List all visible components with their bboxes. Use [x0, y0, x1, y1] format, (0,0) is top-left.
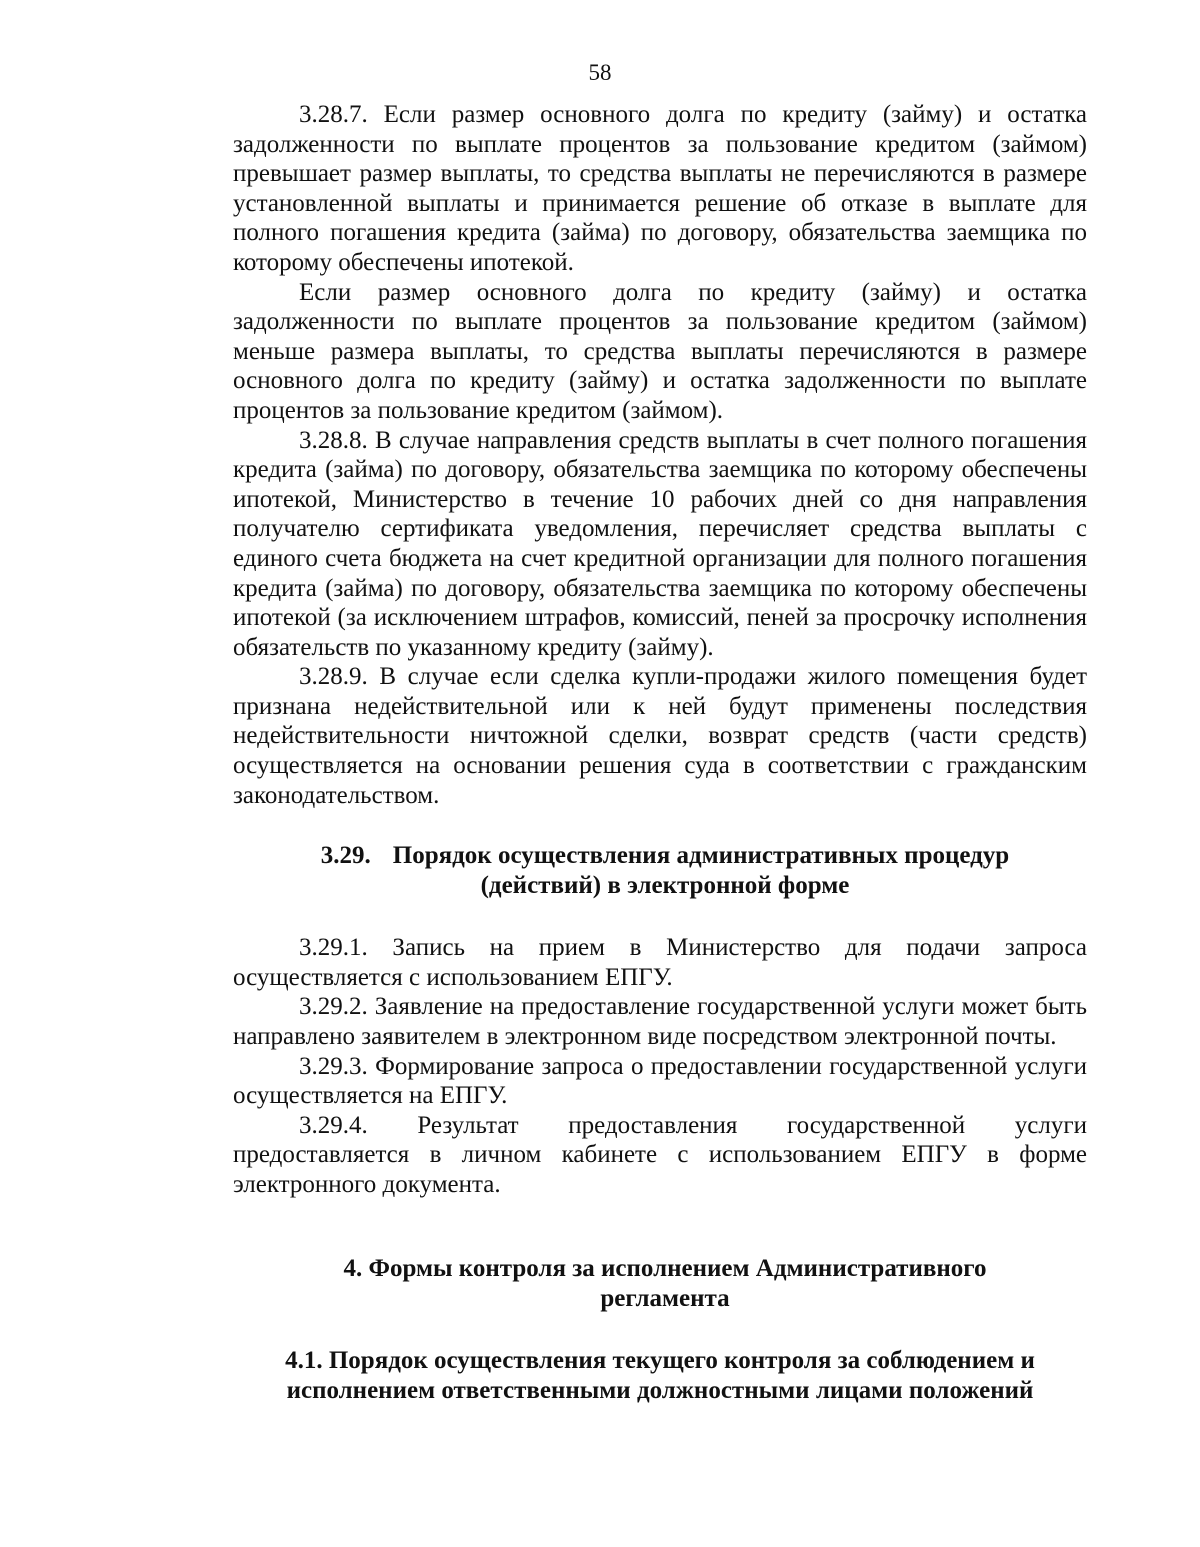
paragraph-3-29-1: 3.29.1. Запись на прием в Министерство для подачи запроса осуществляется с использованием ЕПГУ. — [233, 934, 1087, 991]
paragraph-3-28-9: 3.28.9. В случае если сделка купли-продажи жилого помещения будет признана недействительной или к ней будут применены последствия недействительности ничтожной сделки, возврат средств (части средств) осуществляется на основании решения суда в соответствии с гражданским законодательством. — [233, 663, 1087, 809]
paragraph-3-29-4: 3.29.4. Результат предоставления государственной услуги предоставляется в личном кабинете с использованием ЕПГУ в форме электронного документа. — [233, 1111, 1087, 1198]
section-title-4-1-line2: исполнением ответственными должностными лицами положений — [286, 1376, 1034, 1404]
paragraph-3-29-2: 3.29.2. Заявление на предоставление государственной услуги может быть направлено заявителем в электронном виде посредством электронной почты. — [233, 993, 1087, 1051]
document-body — [233, 100, 1087, 1406]
paragraph-3-28-8: 3.28.8. В случае направления средств выплаты в счет полного погашения кредита (займа) по договору, обязательства заемщика по которому обеспечены ипотекой, Министерство в течение 10 рабочих дней со дня направления получателю сертификата уведомления, перечисляет средства выплаты с единого счета бюджета на счет кредитной организации для полного погашения кредита (займа) по договору, обязательства заемщика по которому обеспечены ипотекой (за исключением штрафов, комиссий, пеней за просрочку исполнения обязательств по указанному кредиту (займу). — [233, 426, 1087, 661]
section-number-3-29: 3.29. — [320, 842, 371, 870]
paragraph-3-29-3: 3.29.3. Формирование запроса о предоставлении государственной услуги осуществляется на ЕПГУ. — [233, 1052, 1087, 1110]
chapter-heading-4 — [233, 1254, 1087, 1314]
section-title-4-1-line1: 4.1. Порядок осуществления текущего контроля за соблюдением и — [285, 1346, 1035, 1374]
chapter-title-4-line1: 4. Формы контроля за исполнением Административного — [343, 1254, 987, 1282]
chapter-title-4-line2: регламента — [600, 1284, 730, 1312]
section-title-3-29-part2: (действий) в электронной форме — [480, 872, 850, 900]
section-heading-4-1 — [233, 1346, 1087, 1406]
paragraph-3-28-7-cont: Если размер основного долга по кредиту (займу) и остатка задолженности по выплате процентов за пользование кредитом (займом) меньше размера выплаты, то средства выплаты перечисляются в размере основного долга по кредиту (займу) и остатка задолженности по выплате процентов за пользование кредитом (займом). — [233, 278, 1087, 424]
section-heading-3-29 — [233, 841, 1087, 901]
section-title-3-29-part1: Порядок осуществления административных процедур — [392, 842, 1010, 870]
paragraph-3-28-7: 3.28.7. Если размер основного долга по кредиту (займу) и остатка задолженности по выплате процентов за пользование кредитом (займом) превышает размер выплаты, то средства выплаты не перечисляются в размере установленной выплаты и принимается решение об отказе в выплате для полного погашения кредита (займа) по договору, обязательства заемщика по которому обеспечены ипотекой. — [233, 101, 1087, 276]
section-heading-3-29-line1 — [243, 841, 1087, 871]
page-number: 58 — [588, 60, 612, 85]
